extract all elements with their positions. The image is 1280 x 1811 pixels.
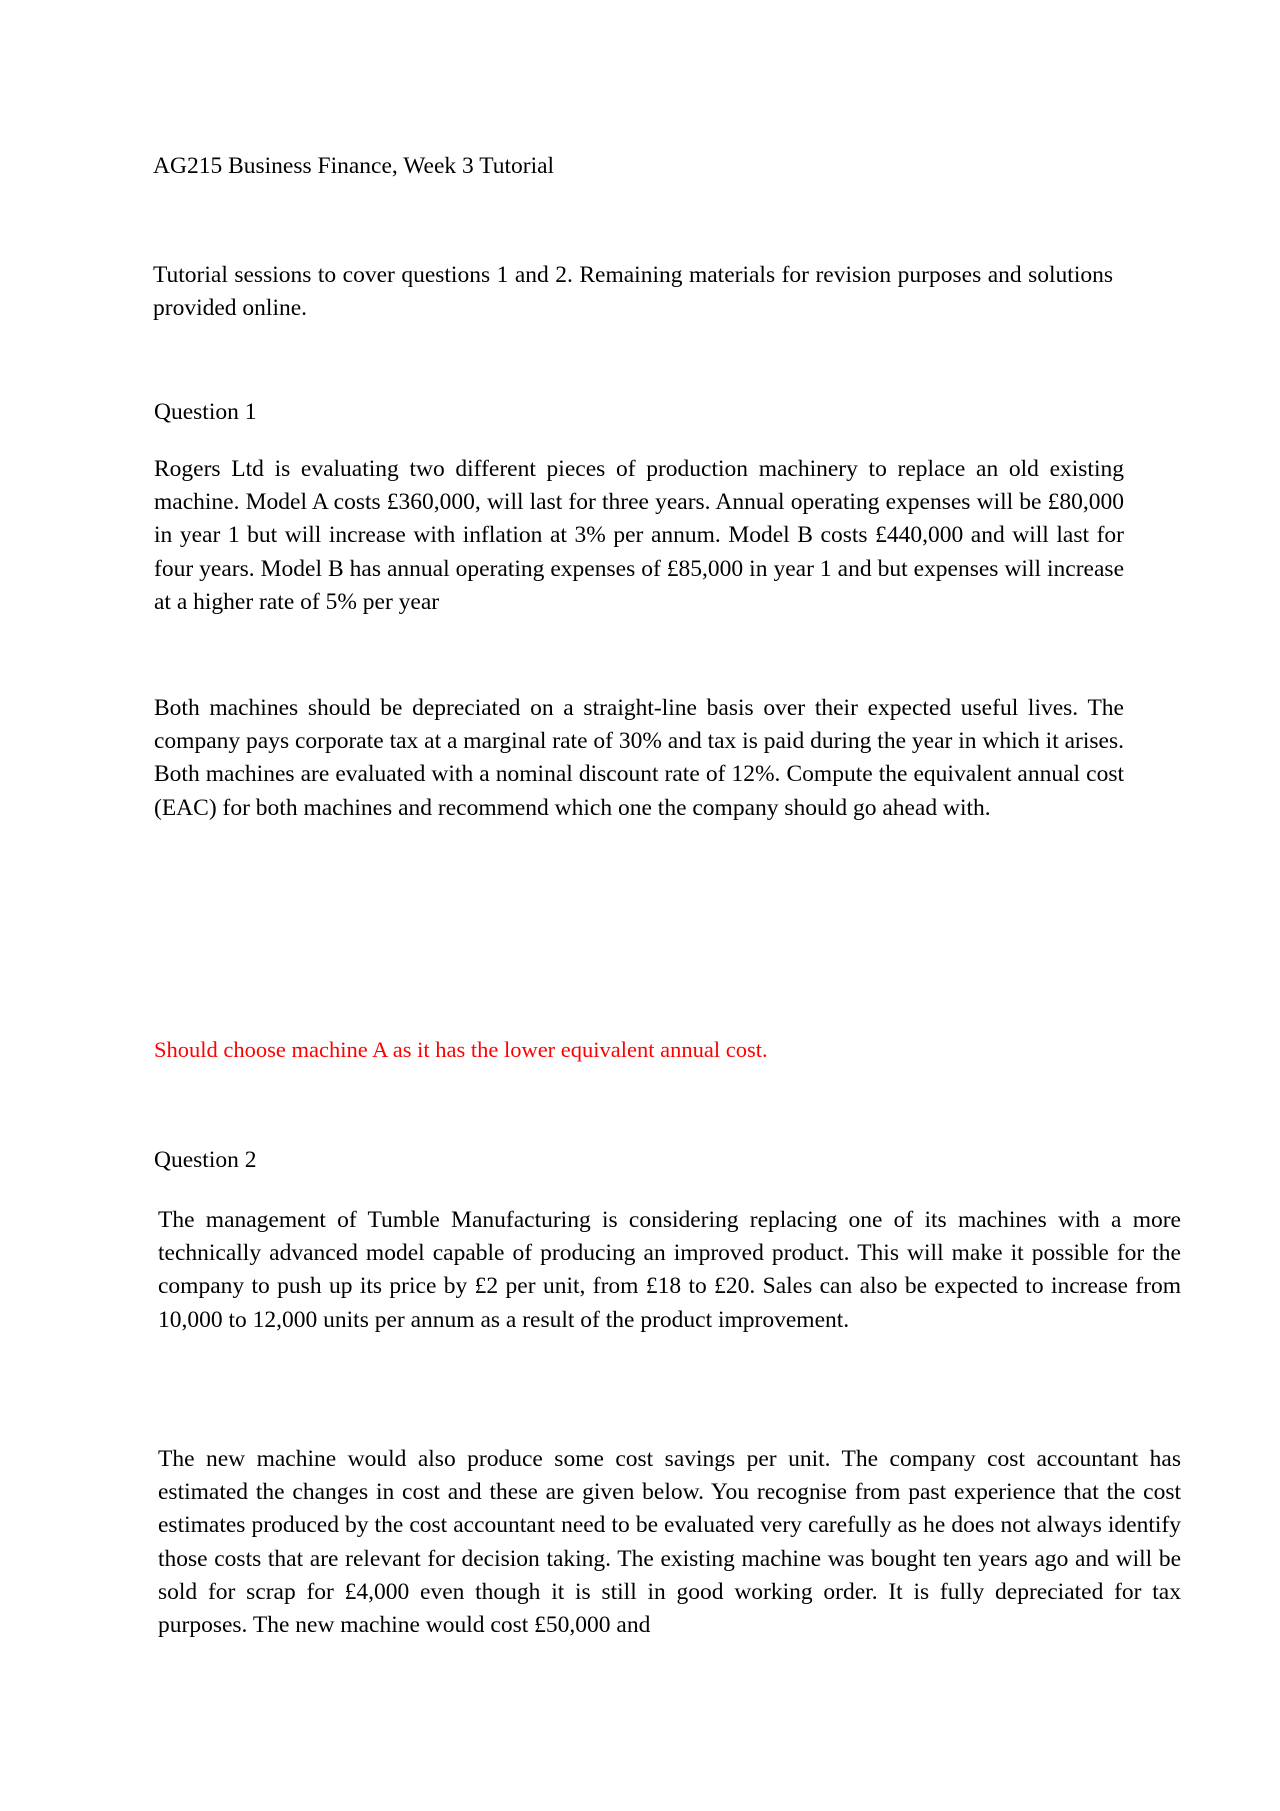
- question-2-paragraph-2: The new machine would also produce some cost savings per unit. The company cost accountant has estimated the changes in cost and these are given below. You recognise from past experience that the cost estimates produced by the cost accountant need to be evaluated very carefully as he does not always identify those costs that are relevant for decision taking. The existing machine was bought ten years ago and will be sold for scrap for £4,000 even though it is still in good working order. It is fully depreciated for tax purposes. The new machine would cost £50,000 and: [158, 1446, 1181, 1639]
- question-1-paragraph-1: Rogers Ltd is evaluating two different pieces of production machinery to replace an old existing machine. Model A costs £360,000, will last for three years. Annual operating expenses will be £80,000 in year 1 but will increase with inflation at 3% per annum. Model B costs £440,000 and will last for four years. Model B has annual operating expenses of £85,000 in year 1 and but expenses will increase at a higher rate of 5% per year: [154, 456, 1124, 615]
- document-title: AG215 Business Finance, Week 3 Tutorial: [153, 153, 555, 179]
- question-1-answer: Should choose machine A as it has the lower equivalent annual cost.: [154, 1037, 768, 1062]
- question-2-heading: Question 2: [154, 1147, 257, 1173]
- intro-paragraph: Tutorial sessions to cover questions 1 and 2. Remaining materials for revision purposes and solutions provided online.: [153, 262, 1113, 322]
- question-1-heading: Question 1: [154, 399, 257, 425]
- question-2-paragraph-1: The management of Tumble Manufacturing is considering replacing one of its machines with a more technically advanced model capable of producing an improved product. This will make it possible for the company to push up its price by £2 per unit, from £18 to £20. Sales can also be expected to increase from 10,000 to 12,000 units per annum as a result of the product improvement.: [158, 1207, 1181, 1333]
- question-1-paragraph-2: Both machines should be depreciated on a straight-line basis over their expected useful lives. The company pays corporate tax at a marginal rate of 30% and tax is paid during the year in which it arises. Both machines are evaluated with a nominal discount rate of 12%. Compute the equivalent annual cost (EAC) for both machines and recommend which one the company should go ahead with.: [154, 695, 1124, 821]
